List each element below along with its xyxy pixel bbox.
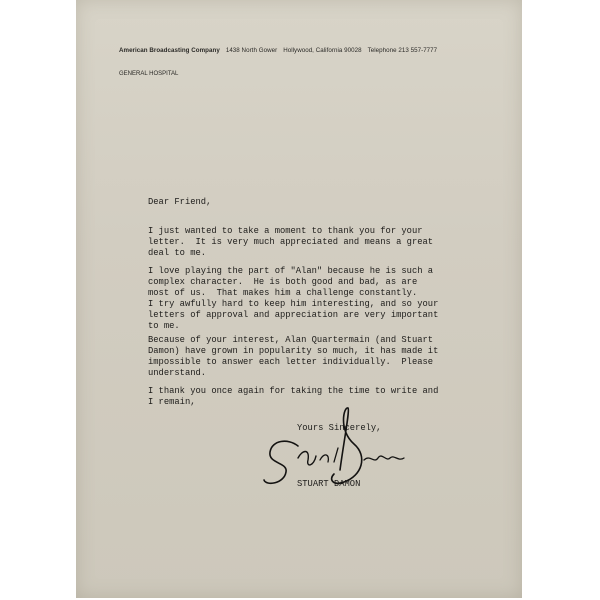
salutation: Dear Friend, (148, 197, 212, 207)
department-label: GENERAL HOSPITAL (119, 71, 179, 77)
letterhead-company: American Broadcasting Company (119, 47, 220, 54)
letterhead-city: Hollywood, California 90028 (283, 47, 362, 54)
letter-paragraph-4: I thank you once again for taking the time to write and I remain, (148, 386, 439, 407)
letterhead-telephone: Telephone 213 557-7777 (367, 47, 438, 54)
letterhead-address: 1438 North Gower (225, 47, 278, 54)
letter-paragraph-1: I just wanted to take a moment to thank you for your letter. It is very much appreciated and means a great deal to me. (148, 226, 434, 258)
closing-line: Yours Sincerely, (297, 423, 382, 433)
signer-name: STUART DAMON (297, 479, 361, 489)
letterhead (119, 47, 519, 54)
letter-paragraph-3: Because of your interest, Alan Quartermain (and Stuart Damon) have grown in popularity so much, it has made it impossible to answer each letter individually. Please understand. (148, 335, 439, 378)
letter-paragraph-2: I love playing the part of "Alan" because he is such a complex character. He is both good and bad, as are most of us. That makes him a challenge constantly. I try awfully hard to keep him interesting, and so your letters of approval and appreciation are very important to me. (148, 266, 439, 331)
